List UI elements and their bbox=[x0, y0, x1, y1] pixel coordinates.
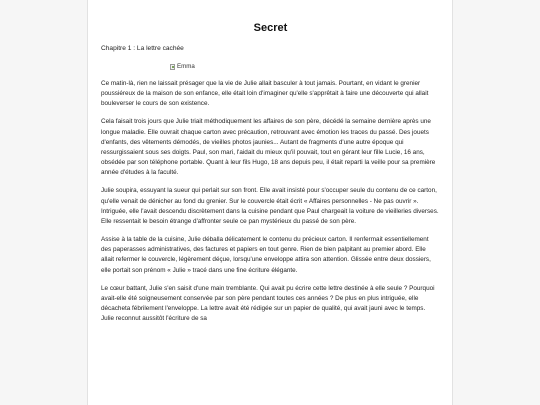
paragraph-2: Cela faisait trois jours que Julie triait méthodiquement les affaires de son père, décédé la semaine dernière après une longue maladie. Elle ouvrait chaque carton avec précaution, retrouvant avec émotion les traces du passé. Des jouets d'enfants, des vêtements démodés, de vieilles photos jaunies... Autant de fragments d'une autre époque qui ressurgissaient sous ses doigts. Paul, son mari, l'aidait du mieux qu'il pouvait, tout en gérant leur fille Lucie, 16 ans, obsédée par son téléphone portable. Quant à leur fils Hugo, 18 ans depuis peu, il était reparti la veille pour sa première année d'études à la faculté. bbox=[101, 118, 436, 177]
broken-image-icon bbox=[170, 64, 175, 70]
page-title: Secret bbox=[253, 22, 288, 34]
chapter-heading: Chapitre 1 : La lettre cachée bbox=[101, 45, 184, 52]
image-alt-text: Emma bbox=[177, 63, 195, 70]
broken-image bbox=[170, 63, 440, 70]
paragraph-3: Julie soupira, essuyant la sueur qui perlait sur son front. Elle avait insisté pour s'occuper seule du contenu de ce carton, qu'elle venait de dénicher au fond du grenier. Sur le couvercle était écrit « Affaires personnelles - Ne pas ouvrir ». Intriguée, elle l'avait descendu discrètement dans la cuisine pendant que Paul chargeait la voiture de vieilleries diverses. Elle ressentait le besoin étrange d'affronter seule ce pan mystérieux du passé de son père. bbox=[101, 187, 439, 225]
paragraph-4: Assise à la table de la cuisine, Julie déballa délicatement le contenu du précieux carton. Il renfermait essentiellement des paperasses administratives, des factures et papiers en tout genre. Rien de bien palpitant au premier abord. Elle allait refermer le couvercle, légèrement déçue, lorsqu'une enveloppe attira son attention. Glissée entre deux dossiers, elle portait son prénom « Julie » tracé dans une fine écriture élégante. bbox=[101, 236, 431, 274]
paragraph-1: Ce matin-là, rien ne laissait présager que la vie de Julie allait basculer à tout jamais. Pourtant, en vidant le grenier poussiéreux de la maison de son enfance, elle était loin d'imaginer qu'elle s'apprêtait à faire une découverte qui allait bouleverser le cours de son existence. bbox=[101, 80, 429, 108]
document-page bbox=[87, 0, 453, 405]
paragraph-5: Le cœur battant, Julie s'en saisit d'une main tremblante. Qui avait pu écrire cette lettre destinée à elle seule ? Pourquoi avait-elle été soigneusement conservée par son père pendant toutes ces années ? De plus en plus intriguée, elle décacheta fébrilement l'enveloppe. La lettre avait été rédigée sur un papier de qualité, qui avait jauni avec le temps. Julie reconnut aussitôt l'écriture de sa bbox=[101, 284, 435, 323]
